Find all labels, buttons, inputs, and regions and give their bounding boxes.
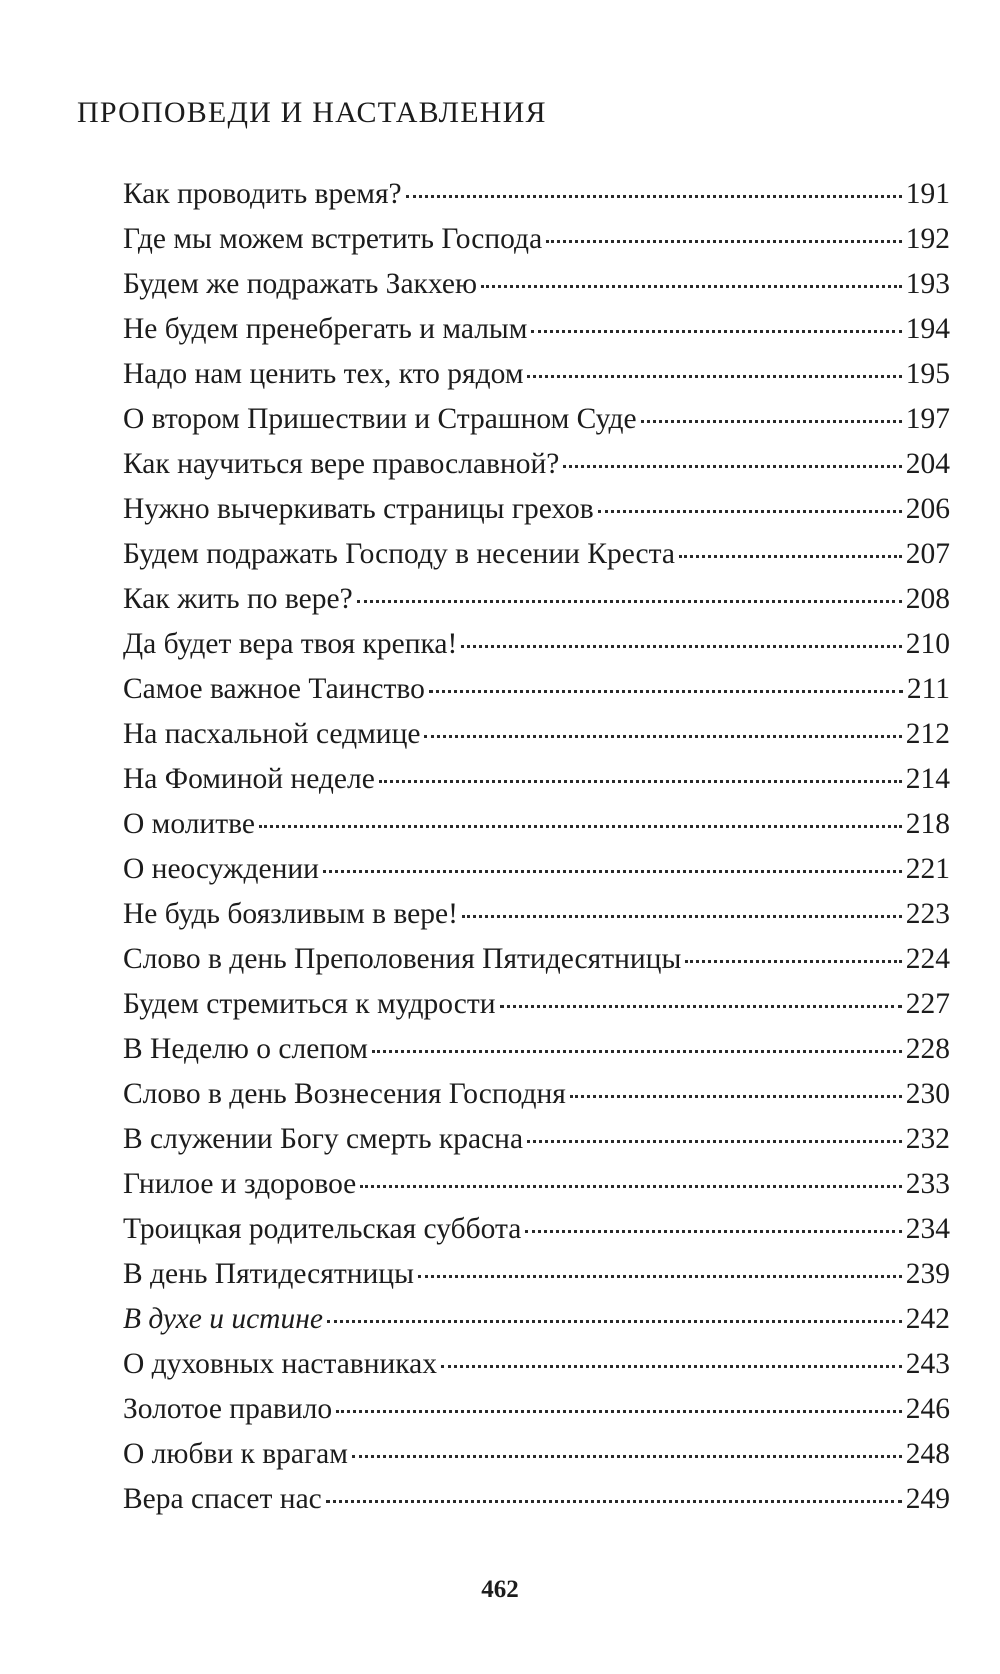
toc-entry-page: 223 [905,898,950,930]
dot-leader [685,959,901,963]
toc-entry-page: 207 [905,538,950,570]
dot-leader [326,1499,902,1503]
dot-leader [360,1184,901,1188]
toc-entry-page: 194 [905,313,950,345]
toc-entry-title: На Фоминой неделе [123,763,375,795]
dot-leader [641,419,902,423]
dot-leader [598,509,902,513]
toc-entry-title: На пасхальной седмице [123,718,421,750]
toc-entry-page: 204 [905,448,950,480]
toc-entry-page: 243 [905,1348,950,1380]
dot-leader [424,734,901,738]
toc-entry-page: 239 [905,1258,950,1290]
toc-entry-page: 210 [905,628,950,660]
dot-leader [357,599,902,603]
toc-entry-page: 234 [905,1213,950,1245]
toc-entry [123,1477,950,1522]
toc-entry-title: Будем же подражать Закхею [123,268,478,300]
toc-entry-title: В Неделю о слепом [123,1033,368,1065]
toc-entry-title: О духовных наставниках [123,1348,438,1380]
toc-entry-title: О неосуждении [123,853,319,885]
toc-entry-title: Не будем пренебрегать и малым [123,313,528,345]
toc-entry-title: Гнилое и здоровое [123,1168,357,1200]
toc-entry-page: 208 [905,583,950,615]
dot-leader [372,1049,902,1053]
toc-entry [123,1387,950,1432]
dot-leader [500,1004,902,1008]
dot-leader [406,194,902,198]
toc-entry [123,217,950,262]
toc-entry [123,892,950,937]
dot-leader [531,329,901,333]
toc-entry [123,622,950,667]
toc-entry [123,1162,950,1207]
toc-entry [123,1297,950,1342]
toc-entry-title: Как научиться вере православной? [123,448,560,480]
toc-entry-page: 197 [905,403,950,435]
toc-entry [123,937,950,982]
toc-entry [123,172,950,217]
toc-entry [123,757,950,802]
toc-entry-title: Да будет вера твоя крепка! [123,628,458,660]
dot-leader [546,239,902,243]
page-number: 462 [481,1576,519,1603]
toc-entry-page: 221 [905,853,950,885]
toc-entry-title: Не будь боязливым в вере! [123,898,458,930]
toc-entry [123,352,950,397]
toc-entry [123,1342,950,1387]
toc-entry [123,847,950,892]
toc-entry-page: 218 [905,808,950,840]
toc-entry-title: Самое важное Таинство [123,673,425,705]
toc-entry-title: В служении Богу смерть красна [123,1123,524,1155]
toc-entry [123,487,950,532]
dot-leader [259,824,902,828]
toc-entry [123,982,950,1027]
toc-entry-title: Вера спасет нас [123,1483,322,1515]
toc-entry [123,667,950,712]
toc-entry-title: О втором Пришествии и Страшном Суде [123,403,637,435]
dot-leader [527,374,901,378]
toc-entry [123,577,950,622]
dot-leader [441,1364,902,1368]
toc-entry-title: О молитве [123,808,255,840]
section-title: ПРОПОВЕДИ И НАСТАВЛЕНИЯ [77,96,547,129]
toc-entry-page: 233 [905,1168,950,1200]
dot-leader [418,1274,902,1278]
toc-entry [123,262,950,307]
toc-entry-title: Золотое правило [123,1393,333,1425]
toc-entry-page: 224 [905,943,950,975]
toc-entry-page: 242 [905,1303,950,1335]
toc-entry [123,1072,950,1117]
toc-entry-title: Где мы можем встретить Господа [123,223,543,255]
dot-leader [352,1454,902,1458]
toc-entry-page: 246 [905,1393,950,1425]
toc-entry-title: Троицкая родительская суббота [123,1213,522,1245]
toc-entry-title: О любви к врагам [123,1438,348,1470]
toc-entry [123,1117,950,1162]
toc-entry [123,1027,950,1072]
toc-entry-title: Слово в день Вознесения Господня [123,1078,566,1110]
toc-entry [123,532,950,577]
dot-leader [429,689,903,693]
dot-leader [461,644,901,648]
toc-entry-title: Как жить по вере? [123,583,353,615]
dot-leader [527,1139,902,1143]
toc-entry-title: Будем стремиться к мудрости [123,988,496,1020]
toc-entry-page: 214 [905,763,950,795]
toc-entry-page: 206 [905,493,950,525]
dot-leader [336,1409,902,1413]
dot-leader [481,284,902,288]
toc-entry-page: 248 [905,1438,950,1470]
dot-leader [379,779,902,783]
dot-leader [525,1229,901,1233]
dot-leader [462,914,902,918]
toc-entry-page: 193 [905,268,950,300]
toc-entry [123,397,950,442]
dot-leader [570,1094,902,1098]
toc-entry [123,802,950,847]
toc-entry [123,307,950,352]
toc-entry-title: Нужно вычеркивать страницы грехов [123,493,594,525]
toc-entry-page: 191 [905,178,950,210]
toc-entry-title: Слово в день Преполовения Пятидесятницы [123,943,682,975]
table-of-contents [123,172,950,1522]
toc-entry [123,442,950,487]
toc-entry-title: Будем подражать Господу в несении Креста [123,538,675,570]
toc-entry-title: Надо нам ценить тех, кто рядом [123,358,524,390]
toc-entry [123,1432,950,1477]
toc-entry-title: В духе и истине [123,1303,323,1335]
toc-entry-title: В день Пятидесятницы [123,1258,414,1290]
toc-entry-page: 211 [906,673,950,705]
toc-entry [123,1252,950,1297]
toc-entry-title: Как проводить время? [123,178,402,210]
dot-leader [679,554,902,558]
toc-entry-page: 232 [905,1123,950,1155]
toc-entry-page: 227 [905,988,950,1020]
toc-entry-page: 249 [905,1483,950,1515]
dot-leader [563,464,901,468]
toc-entry-page: 192 [905,223,950,255]
dot-leader [327,1319,902,1323]
toc-entry-page: 228 [905,1033,950,1065]
toc-entry-page: 212 [905,718,950,750]
toc-entry-page: 195 [905,358,950,390]
toc-entry [123,1207,950,1252]
toc-entry-page: 230 [905,1078,950,1110]
toc-entry [123,712,950,757]
dot-leader [323,869,902,873]
